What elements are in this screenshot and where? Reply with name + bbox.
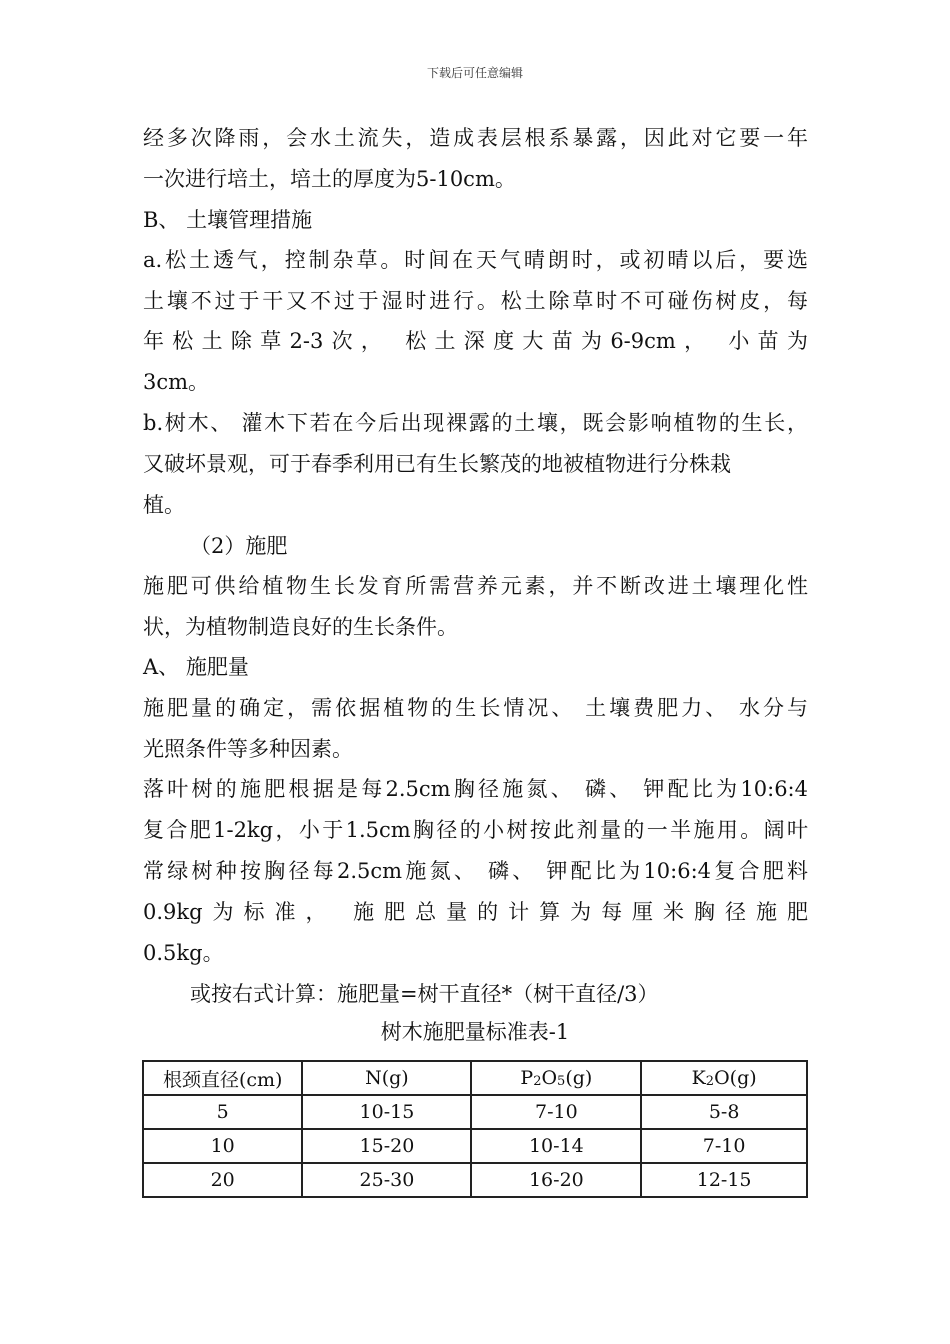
paragraph-line: 又破坏景观，可于春季利用已有生长繁茂的地被植物进行分株栽	[143, 452, 731, 476]
paragraph-line: 施肥量的确定，需依据植物的生长情况、 土壤费肥力、 水分与	[143, 696, 808, 720]
section-heading: B、 土壤管理措施	[143, 208, 313, 232]
paragraph-line: 施肥可供给植物生长发育所需营养元素，并不断改进土壤理化性	[143, 574, 808, 598]
table-cell: 10-15	[302, 1095, 471, 1129]
paragraph-line: 常绿树种按胸径每2.5cm施氮、 磷、 钾配比为10:6:4复合肥料	[143, 859, 808, 883]
paragraph-line: 土壤不过于干又不过于湿时进行。松土除草时不可碰伤树皮，每	[143, 289, 808, 313]
fertilizer-table	[142, 1060, 808, 1198]
header-text: P	[520, 1067, 534, 1089]
section-heading: （2）施肥	[190, 534, 288, 558]
table-cell: 20	[143, 1163, 302, 1197]
subscript: 2	[705, 1074, 715, 1089]
paragraph-line: 年松土除草2-3次， 松土深度大苗为6-9cm， 小苗为	[143, 329, 808, 353]
paragraph-line: 植。	[143, 493, 185, 517]
section-heading: A、 施肥量	[143, 655, 249, 679]
header-text: (g)	[565, 1067, 593, 1089]
paragraph-line: 复合肥1-2kg，小于1.5cm胸径的小树按此剂量的一半施用。阔叶	[143, 818, 808, 842]
paragraph-line: 3cm。	[143, 370, 210, 394]
table-cell: 15-20	[302, 1129, 471, 1163]
table-cell: 7-10	[471, 1095, 641, 1129]
header-cell-k2o	[641, 1061, 807, 1095]
table-cell: 12-15	[641, 1163, 807, 1197]
table-cell: 25-30	[302, 1163, 471, 1197]
paragraph-line: 一次进行培土，培土的厚度为5-10cm。	[143, 167, 516, 191]
paragraph-line: b.树木、 灌木下若在今后出现裸露的土壤，既会影响植物的生长，	[143, 411, 808, 435]
header-cell-diameter: 根颈直径(cm)	[143, 1061, 302, 1095]
table-cell: 10-14	[471, 1129, 641, 1163]
table-row	[143, 1095, 807, 1129]
table-cell: 10	[143, 1129, 302, 1163]
header-text: O	[541, 1067, 558, 1089]
paragraph-line: a.松土透气，控制杂草。时间在天气晴朗时，或初晴以后，要选	[143, 248, 808, 272]
paragraph-line: 0.9kg为标准， 施肥总量的计算为每厘米胸径施肥	[143, 900, 808, 924]
formula-line: 或按右式计算：施肥量=树干直径*（树干直径/3）	[190, 982, 659, 1006]
table-caption: 树木施肥量标准表-1	[380, 1020, 570, 1044]
table-cell: 7-10	[641, 1129, 807, 1163]
subscript: 2	[533, 1074, 542, 1089]
table-cell: 16-20	[471, 1163, 641, 1197]
paragraph-line: 状，为植物制造良好的生长条件。	[143, 615, 458, 639]
table-cell: 5	[143, 1095, 302, 1129]
subscript: 5	[557, 1074, 566, 1089]
table-header-row	[143, 1061, 807, 1095]
paragraph-line: 经多次降雨，会水土流失，造成表层根系暴露，因此对它要一年	[143, 126, 808, 150]
table-row	[143, 1163, 807, 1197]
table-row	[143, 1129, 807, 1163]
header-text: K	[691, 1067, 706, 1089]
header-cell-p2o5	[471, 1061, 641, 1095]
paragraph-line: 光照条件等多种因素。	[143, 737, 353, 761]
page-header: 下载后可任意编辑	[426, 66, 523, 80]
header-cell-n: N(g)	[302, 1061, 471, 1095]
header-text: O(g)	[714, 1067, 757, 1089]
paragraph-line: 0.5kg。	[143, 941, 224, 965]
paragraph-line: 落叶树的施肥根据是每2.5cm胸径施氮、 磷、 钾配比为10:6:4	[143, 777, 808, 801]
table-cell: 5-8	[641, 1095, 807, 1129]
